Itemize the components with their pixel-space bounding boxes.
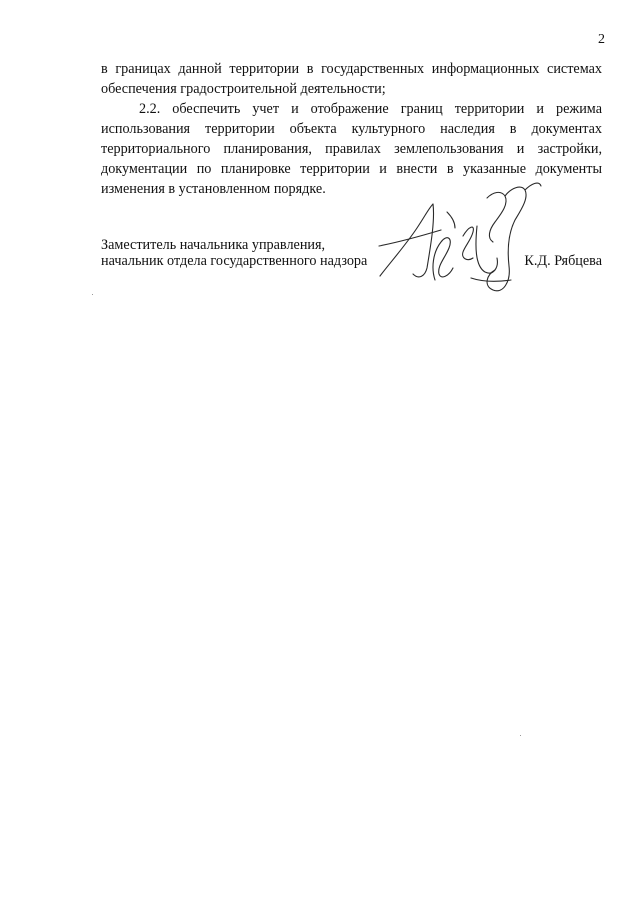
page-number: 2 [598, 32, 605, 47]
paragraph-continuation: в границах данной территории в государственных информационных системах обеспечения градостроительной деятельности; [101, 61, 602, 97]
scan-speck [92, 294, 93, 295]
signature-block [101, 236, 602, 296]
signatory-title-line-1: Заместитель начальника управления, [101, 237, 326, 253]
signatory-name: К.Д. Рябцева [524, 253, 602, 269]
paragraph-item-2-2: 2.2. обеспечить учет и отображение границ территории и режима использования территории объекта культурного наследия в документах территориального планирования, правилах землепользования и застройки, документации по планировке территории и внести в указанные документы изменения в установленном порядке. [101, 101, 602, 197]
scan-speck [520, 735, 521, 736]
signatory-title-line-2: начальник отдела государственного надзора [101, 253, 368, 269]
